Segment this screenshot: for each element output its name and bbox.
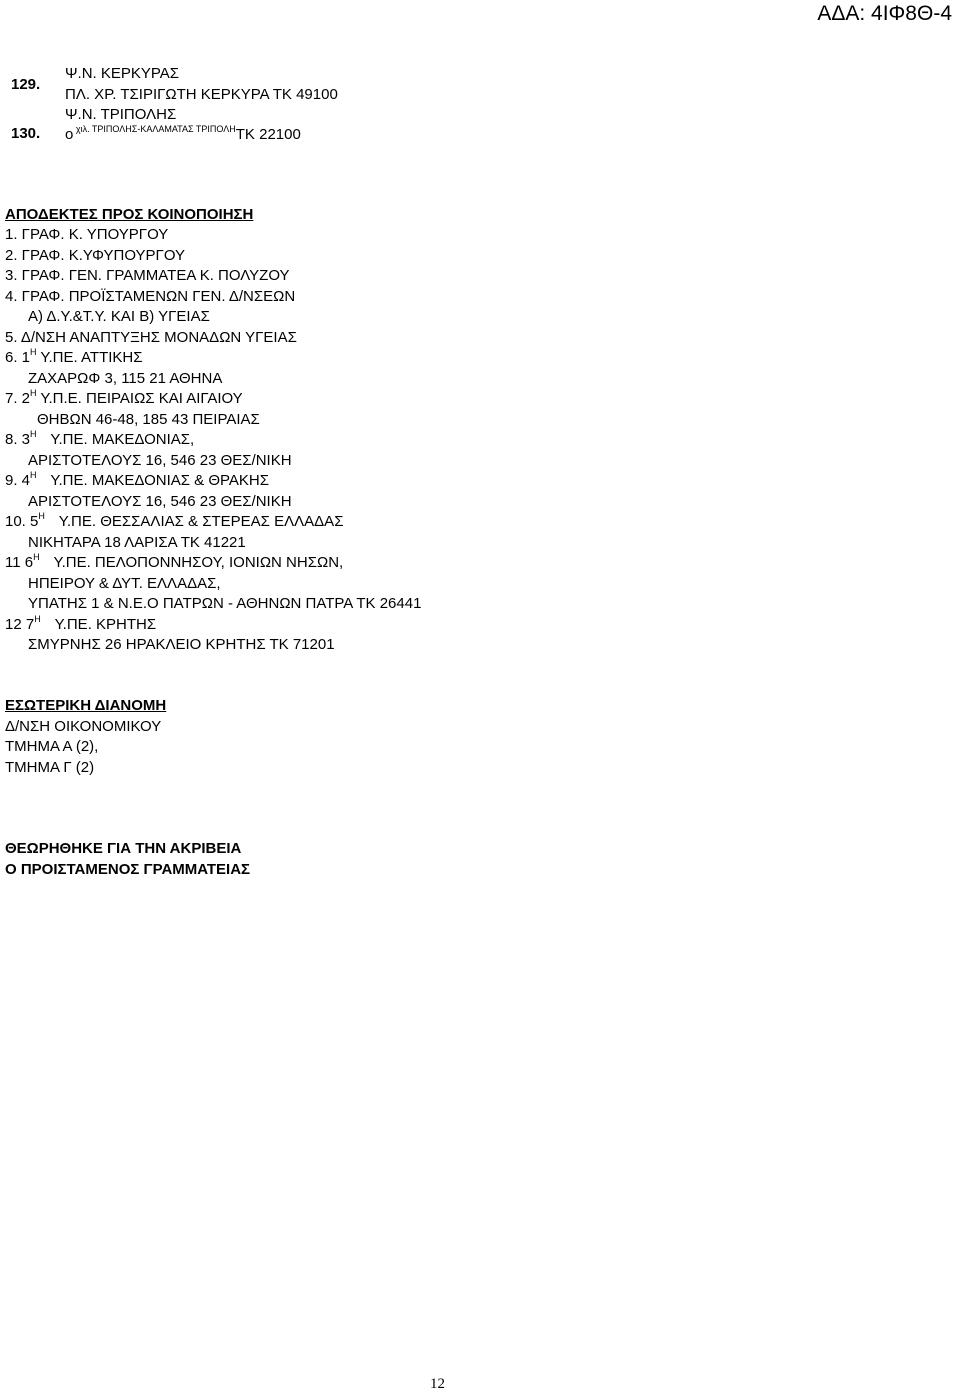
internal-3: ΤΜΗΜΑ Γ (2) [5,759,95,776]
recipient-9-address: ΑΡΙΣΤΟΤΕΛΟΥΣ 16, 546 23 ΘΕΣ/ΝΙΚΗ [28,493,292,510]
recipient-12-address: ΣΜΥΡΝΗΣ 26 ΗΡΑΚΛΕΙΟ ΚΡΗΤΗΣ ΤΚ 71201 [28,636,335,653]
item-129-name: Ψ.Ν. ΚΕΡΚΥΡΑΣ [65,65,180,82]
ada-header: ΑΔΑ: 4ΙΦ8Θ-4 [817,2,952,25]
recipient-1: 1. ΓΡΑΦ. Κ. ΥΠΟΥΡΓΟΥ [5,226,169,243]
recipient-6: 6. $1^H$ Υ.ΠΕ. ΑΤΤΙΚΗΣ [5,347,143,366]
internal-title: ΕΣΩΤΕΡΙΚΗ ΔΙΑΝΟΜΗ [5,697,167,714]
recipient-6-address: ΖΑΧΑΡΩΦ 3, 115 21 ΑΘΗΝΑ [28,370,223,387]
item-130-address: ο $^{\chi\iota\lambda. TPI\Pi O\Lambda H\Sigma-KA\Lambda AMATA\Sigma TPI\Pi O\Lambda H}$ΤΚ 22100 [65,124,301,143]
item-130-name: Ψ.Ν. ΤΡΙΠΟΛΗΣ [65,106,177,123]
certified-line-1: ΘΕΩΡΗΘΗΚΕ ΓΙΑ ΤΗΝ ΑΚΡΙΒΕΙΑ [5,840,242,857]
recipient-2: 2. ΓΡΑΦ. Κ.ΥΦΥΠΟΥΡΓΟΥ [5,247,186,264]
recipient-8: 8. $3^H$ Υ.ΠΕ. ΜΑΚΕΔΟΝΙΑΣ, [5,429,195,448]
recipient-8-address: ΑΡΙΣΤΟΤΕΛΟΥΣ 16, 546 23 ΘΕΣ/ΝΙΚΗ [28,452,292,469]
recipient-11: 11 $6^H$ Υ.ΠΕ. ΠΕΛΟΠΟΝΝΗΣΟΥ, ΙΟΝΙΩΝ ΝΗΣΩΝ, [5,552,344,571]
item-number-130: 130. [11,125,41,142]
recipient-3: 3. ΓΡΑΦ. ΓΕΝ. ΓΡΑΜΜΑΤΕΑ Κ. ΠΟΛΥΖΟΥ [5,267,290,284]
recipient-7: 7. $2^H$ Υ.Π.Ε. ΠΕΙΡΑΙΩΣ ΚΑΙ ΑΙΓΑΙΟΥ [5,388,243,407]
recipient-11-cont: ΗΠΕΙΡΟΥ & ΔΥΤ. ΕΛΛΑΔΑΣ, [28,575,221,592]
recipients-title: ΑΠΟΔΕΚΤΕΣ ΠΡΟΣ ΚΟΙΝΟΠΟΙΗΣΗ [5,206,254,223]
recipient-10-address: ΝΙΚΗΤΑΡΑ 18 ΛΑΡΙΣΑ ΤΚ 41221 [28,534,246,551]
page-number: 12 [430,1376,445,1392]
internal-2: ΤΜΗΜΑ Α (2), [5,738,99,755]
recipient-12: 12 $7^H$ Υ.ΠΕ. ΚΡΗΤΗΣ [5,614,157,633]
recipient-7-address: ΘΗΒΩΝ 46-48, 185 43 ΠΕΙΡΑΙΑΣ [37,411,260,428]
recipient-11-address: ΥΠΑΤΗΣ 1 & Ν.Ε.Ο ΠΑΤΡΩΝ - ΑΘΗΝΩΝ ΠΑΤΡΑ ΤΚ 26441 [28,595,422,612]
recipient-5: 5. Δ/ΝΣΗ ΑΝΑΠΤΥΞΗΣ ΜΟΝΑΔΩΝ ΥΓΕΙΑΣ [5,329,297,346]
recipient-10: 10. $5^H$ Υ.ΠΕ. ΘΕΣΣΑΛΙΑΣ & ΣΤΕΡΕΑΣ ΕΛΛΑΔΑΣ [5,511,344,530]
internal-1: Δ/ΝΣΗ ΟΙΚΟΝΟΜΙΚΟΥ [5,718,162,735]
item-129-address: ΠΛ. ΧΡ. ΤΣΙΡΙΓΩΤΗ ΚΕΡΚΥΡΑ ΤΚ 49100 [65,86,338,103]
certified-line-2: Ο ΠΡΟΙΣΤΑΜΕΝΟΣ ΓΡΑΜΜΑΤΕΙΑΣ [5,861,251,878]
recipient-4-cont: Α) Δ.Υ.&Τ.Υ. ΚΑΙ Β) ΥΓΕΙΑΣ [28,308,210,325]
recipient-9: 9. $4^H$ Υ.ΠΕ. ΜΑΚΕΔΟΝΙΑΣ & ΘΡΑΚΗΣ [5,470,270,489]
recipient-4: 4. ΓΡΑΦ. ΠΡΟΪΣΤΑΜΕΝΩΝ ΓΕΝ. Δ/ΝΣΕΩΝ [5,288,296,305]
item-number-129: 129. [11,76,41,93]
